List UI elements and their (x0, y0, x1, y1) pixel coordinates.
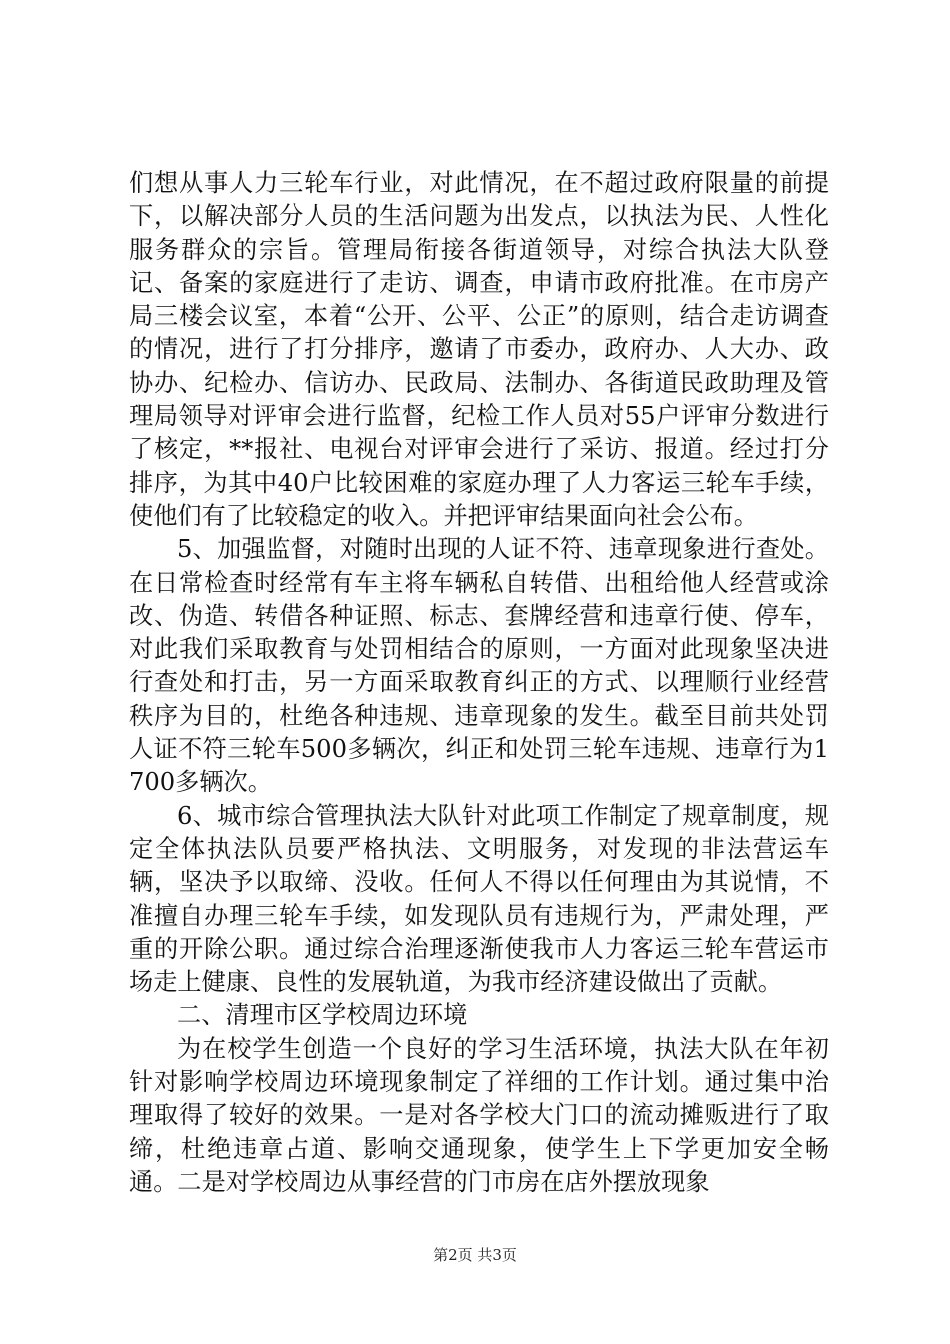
paragraph-2: 5、加强监督，对随时出现的人证不符、违章现象进行查处。在日常检查时经常有车主将车辆私自转借、出租给他人经营或涂改、伪造、转借各种证照、标志、套牌经营和违章行使、停车，对此我们采取教育与处罚相结合的原则，一方面对此现象坚决进行查处和打击，另一方面采取教育纠正的方式、以理顺行业经营秩序为目的，杜绝各种违规、违章现象的发生。截至目前共处罚人证不符三轮车500多辆次，纠正和处罚三轮车违规、违章行为1700多辆次。 (129, 535, 829, 797)
page-footer: 第2页 共3页 (433, 1246, 517, 1264)
paragraph-4: 为在校学生创造一个良好的学习生活环境，执法大队在年初针对影响学校周边环境现象制定了祥细的工作计划。通过集中治理取得了较好的效果。一是对各学校大门口的流动摊贩进行了取缔，杜绝违章占道、影响交通现象，使学生上下学更加安全畅通。二是对学校周边从事经营的门市房在店外摆放现象 (129, 1034, 829, 1196)
paragraph-1: 们想从事人力三轮车行业，对此情况，在不超过政府限量的前提下，以解决部分人员的生活问题为出发点，以执法为民、人性化服务群众的宗旨。管理局衔接各街道领导，对综合执法大队登记、备案的家庭进行了走访、调查，申请市政府批准。在市房产局三楼会议室，本着“公开、公平、公正”的原则，结合走访调查的情况，进行了打分排序，邀请了市委办，政府办、人大办、政协办、纪检办、信访办、民政局、法制办、各街道民政助理及管理局领导对评审会进行监督，纪检工作人员对55户评审分数进行了核定，**报社、电视台对评审会进行了采访、报道。经过打分排序，为其中40户比较困难的家庭办理了人力客运三轮车手续，使他们有了比较稳定的收入。并把评审结果面向社会公布。 (129, 169, 829, 530)
paragraph-3: 6、城市综合管理执法大队针对此项工作制定了规章制度，规定全体执法队员要严格执法、文明服务，对发现的非法营运车辆，坚决予以取缔、没收。任何人不得以任何理由为其说情，不准擅自办理三轮车手续，如发现队员有违规行为，严肃处理，严重的开除公职。通过综合治理逐渐使我市人力客运三轮车营运市场走上健康、良性的发展轨道，为我市经济建设做出了贡献。 (129, 801, 829, 997)
section-heading: 二、清理市区学校周边环境 (177, 1001, 468, 1030)
document-body (129, 167, 829, 1199)
